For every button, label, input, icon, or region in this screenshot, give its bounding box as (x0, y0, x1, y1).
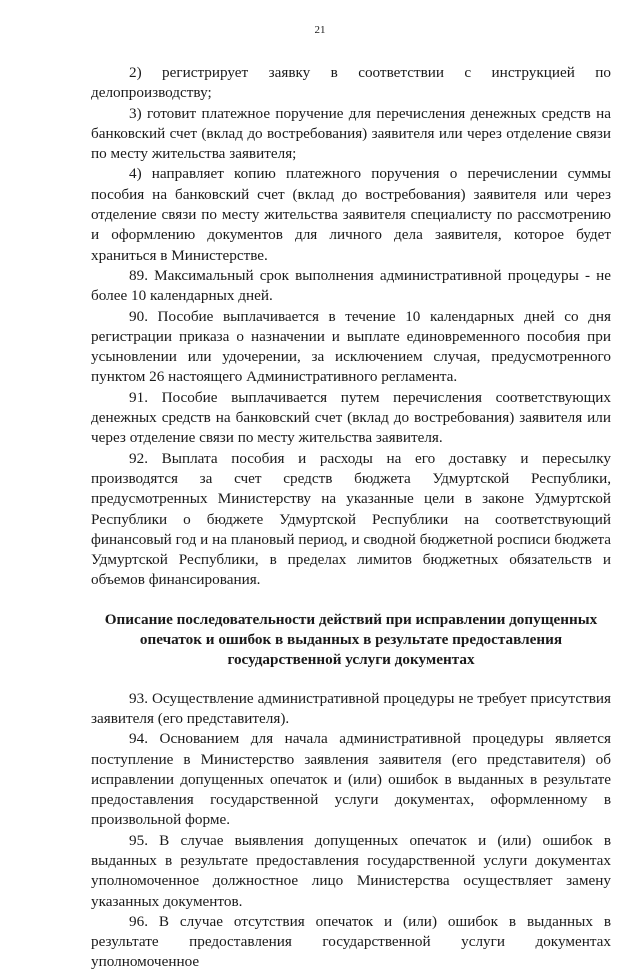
paragraph-89: 89. Максимальный срок выполнения административной процедуры - не более 10 календарных дней. (91, 266, 611, 305)
paragraph-90: 90. Пособие выплачивается в течение 10 календарных дней со дня регистрации приказа о назначении и выплате единовременного пособия при усыновлении или удочерении, за исключением случая, предусмотренного пунктом 26 настоящего Административного регламента. (91, 307, 611, 386)
paragraph-93: 93. Осуществление административной процедуры не требует присутствия заявителя (его представителя). (91, 689, 611, 727)
paragraph-item-3: 3) готовит платежное поручение для перечисления денежных средств на банковский счет (вклад до востребования) заявителя или через отделение связи по месту жительства заявителя; (91, 104, 611, 163)
paragraph-92: 92. Выплата пособия и расходы на его доставку и пересылку производятся за счет средств бюджета Удмуртской Республики, предусмотренных Министерству на указанные цели в законе Удмуртской Республики о бюджете Удмуртской Республики на соответствующий финансовый год и на плановый период, и сводной бюджетной росписи бюджета Удмуртской Республики, в пределах лимитов бюджетных обязательств и объемов финансирования. (91, 449, 611, 589)
paragraph-91: 91. Пособие выплачивается путем перечисления соответствующих денежных средств на банковский счет (вклад до востребования) заявителя или через отделение связи по месту жительства заявителя. (91, 388, 611, 447)
document-body (91, 63, 611, 973)
page-number: 21 (314, 24, 326, 36)
paragraph-95: 95. В случае выявления допущенных опечаток и (или) ошибок в выданных в результате предоставления государственной услуги документах уполномоченное должностное лицо Министерства осуществляет замену указанных документов. (91, 831, 611, 910)
paragraph-94: 94. Основанием для начала административной процедуры является поступление в Министерство заявления заявителя (его представителя) об исправлении допущенных опечаток и (или) ошибок в выданных в результате предоставления государственной услуги документах, оформленному в произвольной форме. (91, 730, 611, 829)
section-heading: Описание последовательности действий при исправлении допущенных опечаток и ошибок в выданных в результате предоставления государственной услуги документах (104, 610, 598, 669)
paragraph-96: 96. В случае отсутствия опечаток и (или) ошибок в выданных в результате предоставления государственной услуги документах уполномоченное (91, 912, 611, 971)
paragraph-item-2: 2) регистрирует заявку в соответствии с инструкцией по делопроизводству; (91, 64, 611, 102)
paragraph-item-4: 4) направляет копию платежного поручения о перечислении суммы пособия на банковский счет (вклад до востребования) заявителя или через отделение связи по месту жительства заявителя специалисту по рассмотрению и оформлению документов для личного дела заявителя, которое будет храниться в Министерстве. (91, 165, 611, 264)
